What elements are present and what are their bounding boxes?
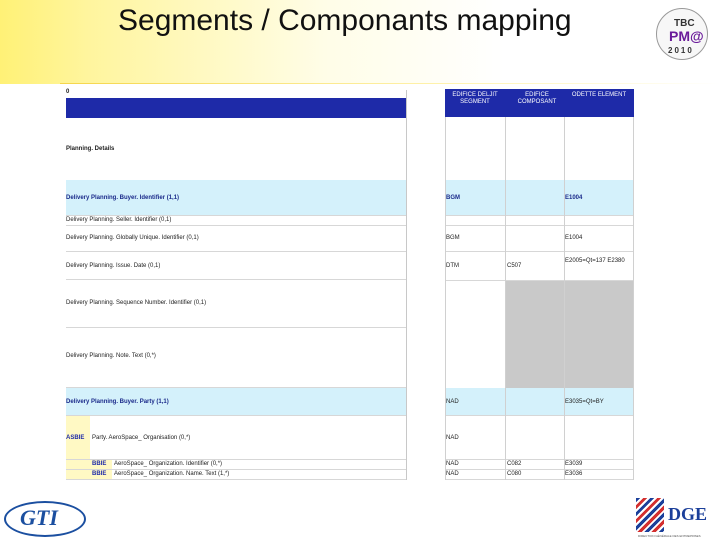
left-table-header-bar xyxy=(66,98,406,118)
seg-cell: NAD xyxy=(446,471,459,477)
header-segment: EDIFICE DELJIT SEGMENT xyxy=(452,92,498,105)
row-label: Delivery Planning. Issue. Date (0,1) xyxy=(66,263,161,269)
asbie-row xyxy=(66,416,406,460)
seg-cell: DTM xyxy=(446,263,459,269)
header-divider xyxy=(60,83,720,84)
table-row xyxy=(445,180,634,216)
asbie-label: Party. AeroSpace_ Organisation (0,*) xyxy=(92,435,191,441)
right-table xyxy=(445,89,634,480)
table-row xyxy=(445,329,634,388)
elem-cell: E2005=Qt=137 E2380 xyxy=(565,258,625,264)
seg-cell: NAD xyxy=(446,435,459,441)
bbie-label: AeroSpace_ Organization. Name. Text (1,*) xyxy=(114,471,230,477)
column-divider xyxy=(633,117,634,480)
table-row xyxy=(66,216,406,226)
comp-cell: C507 xyxy=(507,263,522,269)
elem-cell: E3039 xyxy=(565,461,583,467)
row-label: Delivery Planning. Note. Text (0,*) xyxy=(66,353,156,359)
table-row xyxy=(66,180,406,216)
table-row xyxy=(66,328,406,388)
header-element: ODETTE ELEMENT xyxy=(571,92,627,98)
left-table-mark: 0 xyxy=(66,89,70,95)
logo-text-2: PM@ xyxy=(669,28,704,44)
seg-cell: BGM xyxy=(446,235,460,241)
logo-text-1: TBC xyxy=(674,18,695,29)
table-row xyxy=(66,252,406,280)
bbie-row xyxy=(66,470,406,480)
row-label: Delivery Planning. Sequence Number. Identifier (0,1) xyxy=(66,300,207,306)
gti-logo xyxy=(4,497,84,537)
column-divider xyxy=(564,117,565,480)
slide-title: Segments / Componants mapping xyxy=(118,4,572,37)
dge-subtitle: DIRECTION GÉNÉRALE DES ENTREPRISES xyxy=(638,534,701,538)
elem-cell: E1004 xyxy=(565,195,583,201)
comp-cell: C080 xyxy=(507,471,522,477)
table-row xyxy=(445,216,634,226)
table-row xyxy=(66,280,406,328)
comp-cell: C082 xyxy=(507,461,522,467)
column-divider xyxy=(445,117,446,480)
table-row xyxy=(445,252,634,281)
dge-flag-icon xyxy=(636,498,664,532)
top-right-logo xyxy=(652,6,716,62)
section-row xyxy=(66,118,406,180)
table-row xyxy=(445,226,634,252)
bbie-tag: BBIE xyxy=(92,471,107,477)
row-label: Delivery Planning. Seller. Identifier (0,1) xyxy=(66,217,172,223)
bbie-row xyxy=(66,460,406,470)
row-label: Delivery Planning. Buyer. Identifier (1,1) xyxy=(66,195,180,201)
seg-cell: NAD xyxy=(446,461,459,467)
bbie-tag: BBIE xyxy=(92,461,107,467)
elem-cell: E3035=Qt=BY xyxy=(565,399,604,405)
left-table xyxy=(66,90,407,480)
table-row xyxy=(445,388,634,416)
table-row xyxy=(445,281,634,329)
elem-cell: E3036 xyxy=(565,471,583,477)
row-label: Delivery Planning. Globally Unique. Identifier (0,1) xyxy=(66,235,199,241)
asbie-cell xyxy=(66,416,90,459)
seg-cell: BGM xyxy=(446,195,460,201)
left-table-top xyxy=(66,90,406,96)
right-table-header xyxy=(445,89,634,117)
asbie-tag: ASBIE xyxy=(66,435,85,441)
elem-cell: E1004 xyxy=(565,235,583,241)
gti-text: GTI xyxy=(20,505,58,530)
table-row xyxy=(445,416,634,460)
seg-cell: NAD xyxy=(446,399,459,405)
section-label: Planning. Details xyxy=(66,146,115,152)
table-row xyxy=(66,226,406,252)
table-row xyxy=(445,470,634,480)
row-label: Delivery Planning. Buyer. Party (1,1) xyxy=(66,399,169,405)
table-row xyxy=(66,388,406,416)
bbie-label: AeroSpace_ Organization. Identifier (0,*) xyxy=(114,461,223,467)
header-composant: EDIFICE COMPOSANT xyxy=(517,92,557,105)
dge-name: DGE xyxy=(668,504,708,524)
logo-text-3: 2010 xyxy=(668,46,694,55)
bbie-cell xyxy=(66,470,112,479)
bbie-cell xyxy=(66,460,112,469)
dge-logo xyxy=(636,498,716,538)
table-row xyxy=(445,460,634,470)
column-divider xyxy=(505,117,506,480)
